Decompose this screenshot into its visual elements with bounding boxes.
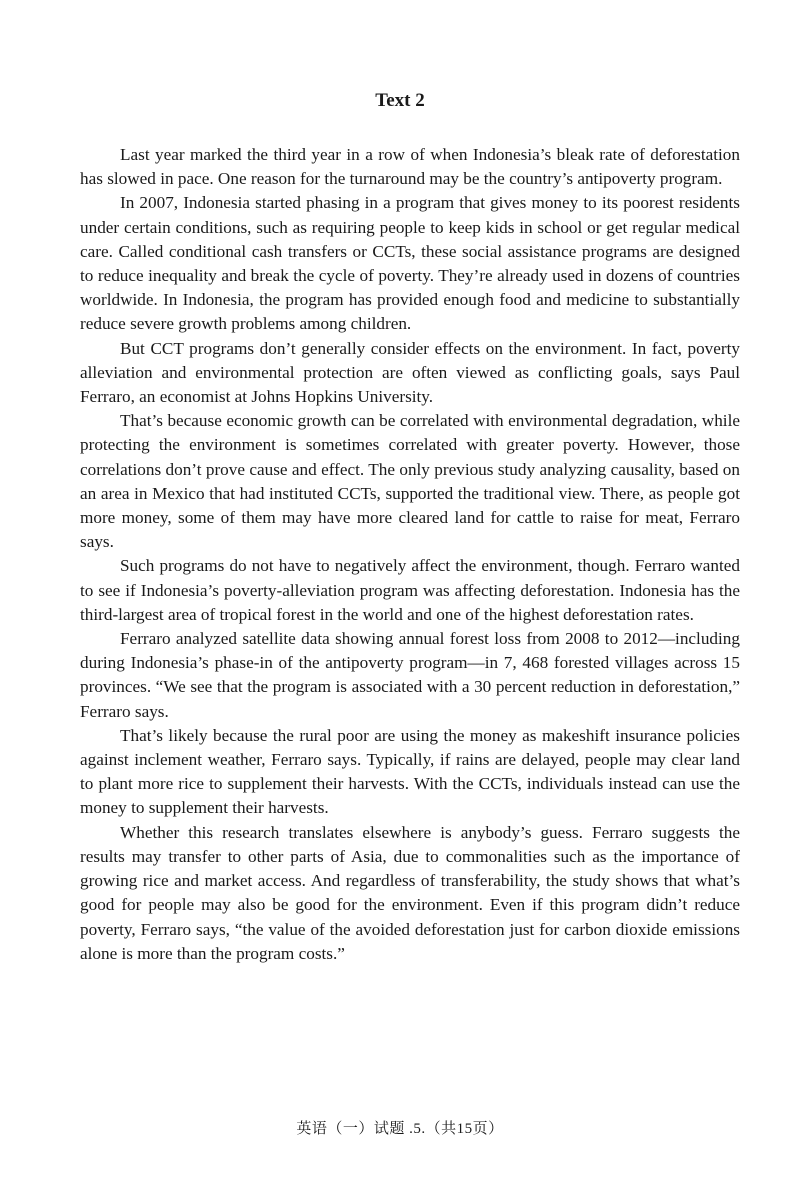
paragraph-4: That’s because economic growth can be correlated with environmental degradation, while protecting the environment is sometimes correlated with greater poverty. However, those correlations don’t prove cause and effect. The only previous study analyzing causality, based on an area in Mexico that had instituted CCTs, supported the traditional view. There, as people got more money, some of them may have more cleared land for cattle to raise for meat, Ferraro says. — [80, 411, 740, 552]
text-title: Text 2 — [375, 90, 425, 111]
page-footer: 英语（一）试题 .5.（共15页） — [296, 1121, 504, 1137]
paragraph-1: Last year marked the third year in a row of when Indonesia’s bleak rate of deforestation has slowed in pace. One reason for the turnaround may be the country’s antipoverty program. — [80, 145, 740, 189]
paragraph-2: In 2007, Indonesia started phasing in a program that gives money to its poorest residents under certain conditions, such as requiring people to keep kids in school or get regular medical care. Called conditional cash transfers or CCTs, these social assistance programs are designed to reduce inequality and break the cycle of poverty. They’re already used in dozens of countries worldwide. In Indonesia, the program has provided enough food and medicine to substantially reduce severe growth problems among children. — [80, 193, 740, 334]
paragraph-5: Such programs do not have to negatively affect the environment, though. Ferraro wanted to see if Indonesia’s poverty-alleviation program was affecting deforestation. Indonesia has the third-largest area of tropical forest in the world and one of the highest deforestation rates. — [80, 556, 740, 624]
passage-body — [80, 143, 740, 966]
paragraph-3: But CCT programs don’t generally consider effects on the environment. In fact, poverty alleviation and environmental protection are often viewed as conflicting goals, says Paul Ferraro, an economist at Johns Hopkins University. — [80, 338, 740, 407]
paragraph-7: That’s likely because the rural poor are using the money as makeshift insurance policies against inclement weather, Ferraro says. Typically, if rains are delayed, people may clear land to plant more rice to supplement their harvests. With the CCTs, individuals instead can use the money to supplement their harvests. — [80, 725, 740, 818]
paragraph-6: Ferraro analyzed satellite data showing annual forest loss from 2008 to 2012—including during Indonesia’s phase-in of the antipoverty program—in 7, 468 forested villages across 15 provinces. “We see that the program is associated with a 30 percent reduction in deforestation,” Ferraro says. — [80, 629, 740, 721]
paragraph-8: Whether this research translates elsewhere is anybody’s guess. Ferraro suggests the results may transfer to other parts of Asia, due to commonalities such as the importance of growing rice and market access. And regardless of transferability, the study shows that what’s good for people may also be good for the environment. Even if this program didn’t reduce poverty, Ferraro says, “the value of the avoided deforestation just for carbon dioxide emissions alone is more than the program costs.” — [80, 822, 740, 963]
